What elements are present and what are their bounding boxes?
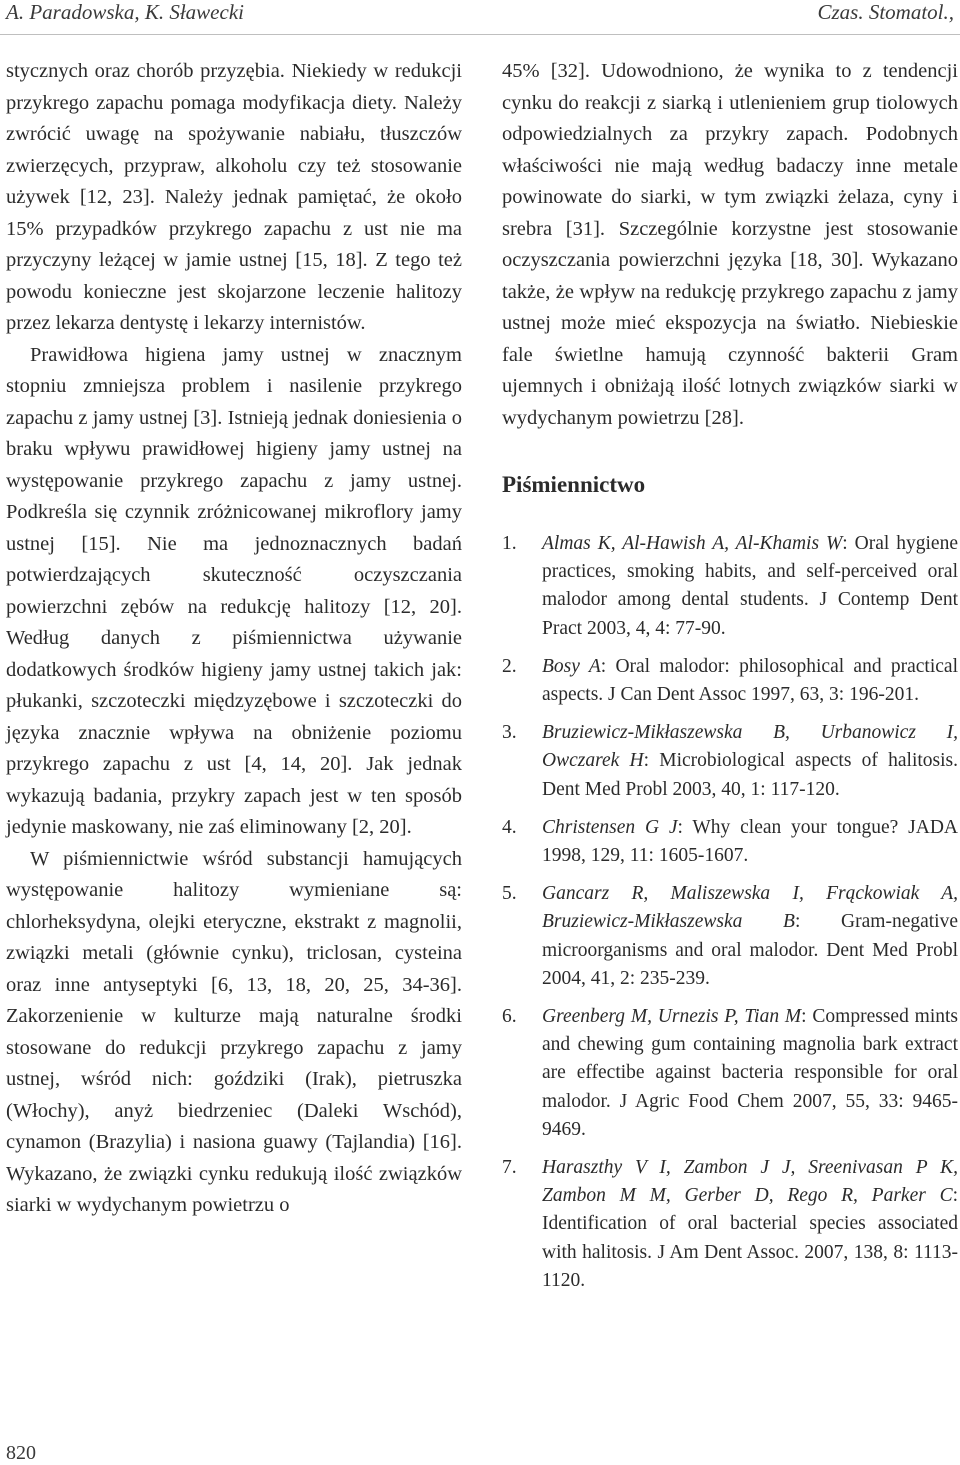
reference-separator: : [952, 1185, 958, 1207]
references-heading: Piśmiennictwo [502, 472, 646, 497]
reference-separator: : [600, 655, 616, 677]
reference-text: Identification of oral bacterial species associated with halitosis. J Am Dent Assoc. 2007, 138, 8: 1113-1120. [542, 1213, 958, 1291]
page-number: 820 [6, 1442, 36, 1464]
header-authors: A. Paradowska, K. Sławecki [6, 0, 244, 24]
reference-number: 2. [502, 655, 517, 677]
running-header [6, 0, 954, 28]
reference-separator: : [801, 1006, 813, 1028]
reference-number: 1. [502, 533, 517, 554]
reference-authors: Greenberg M, Urnezis P, Tian M [542, 1006, 802, 1028]
reference-item [502, 1154, 958, 1295]
reference-number: 4. [502, 816, 517, 838]
reference-number: 6. [502, 1006, 517, 1028]
reference-authors: Bosy A [542, 655, 601, 677]
header-rule [0, 34, 960, 35]
reference-authors: Haraszthy V I, Zambon J J, Sreenivasan P K, Zambon M M, Gerber D, Rego R, Parker C [542, 1157, 958, 1207]
reference-authors: Bruziewicz-Mikłaszewska B, Urbanowicz I, Owczarek H [542, 722, 958, 772]
reference-item [502, 530, 958, 643]
reference-item [502, 653, 958, 709]
header-journal: Czas. Stomatol., [817, 0, 954, 24]
reference-separator: : [842, 533, 855, 554]
reference-text: Gram-negative microorganisms and oral malodor. Dent Med Probl 2004, 41, 2: 235-239. [542, 911, 958, 989]
reference-separator: : [643, 750, 660, 772]
reference-text: Microbiological aspects of halitosis. Dent Med Probl 2003, 40, 1: 117-120. [542, 750, 958, 800]
reference-separator: : [794, 911, 842, 933]
body-paragraph: 45% [32]. Udowodniono, że wynika to z tendencji cynku do reakcji z siarką i utlenieniem grup tiolowych odpowiedzialnych za przykry zapach. Podobnych właściwości nie mają według badaczy inne metale powinowate do siarki, w tym związki żelaza, cyny i srebra [31]. Szczególnie korzystne jest stosowanie oczyszczania powierzchni języka [18, 30]. Wykazano także, że wpływ na redukcję przykrego zapachu z jamy ustnej może mieć ekspozycja na światło. Niebieskie fale świetlne hamują czynność bakterii Gram ujemnych i obniżają ilość lotnych związków siarki w wydychanym powietrzu [28]. [502, 60, 958, 429]
left-column [6, 56, 462, 1222]
reference-authors: Christensen G J [542, 816, 678, 838]
body-paragraph: W piśmiennictwie wśród substancji hamujących występowanie halitozy wymieniane są: chlorheksydyna, olejki eteryczne, ekstrakt z magnolii, związki metali (głównie cynku), triclosan, cysteina oraz inne antyseptyki [6, 13, 18, 20, 25, 34-36]. Zakorzenienie w kulturze mają naturalne środki stosowane do redukcji przykrego zapachu z jamy ustnej, wśród nich: goździki (Irak), pietruszka (Włochy), anyż biedrzeniec (Daleki Wschód), cynamon (Brazylia) i nasiona guawy (Tajlandia) [16]. Wykazano, że związki cynku redukują ilość związków siarki w wydychanym powietrzu o [6, 847, 462, 1216]
reference-item [502, 1003, 958, 1144]
body-paragraph: Prawidłowa higiena jamy ustnej w znacznym stopniu zmniejsza problem i nasilenie przykrego zapachu z jamy ustnej [3]. Istnieją jednak doniesienia o braku wpływu prawidłowej higieny jamy ustnej na występowanie przykrego zapachu z jamy ustnej. Podkreśla się czynnik zróżnicowanej mikroflory jamy ustnej [15]. Nie ma jednoznacznych badań potwierdzających skuteczność oczyszczania powierzchni zębów na redukcję halitozy [12, 20]. Według danych z piśmiennictwa używanie dodatkowych środków higieny jamy ustnej takich jak: płukanki, szczoteczki międzyzębowe i szczoteczki do języka znacznie wpływa na obniżenie poziomu przykrego zapachu z ust [4, 14, 20]. Jak jednak wykazują badania, przykry zapach jest w ten sposób jedynie maskowany, nie zaś eliminowany [2, 20]. [6, 343, 462, 838]
reference-authors: Almas K, Al-Hawish A, Al-Khamis W [542, 533, 843, 554]
body-paragraph: stycznych oraz chorób przyzębia. Niekiedy w redukcji przykrego zapachu pomaga modyfikacja diety. Należy zwrócić uwagę na spożywanie nabiału, tłuszczów zwierzęcych, przypraw, alkoholu czy też stosowanie używek [12, 23]. Należy jednak pamiętać, że około 15% przypadków przykrego zapachu z ust nie ma przyczyny leżącej w jamie ustnej [15, 18]. Z tego też powodu konieczne jest skojarzone leczenie halitozy przez lekarza dentystę i lekarzy internistów. [6, 60, 462, 334]
reference-text: Compressed mints and chewing gum containing magnolia bark extract are effectibe against bacteria responsible for oral malodor. J Agric Food Chem 2007, 55, 33: 9465-9469. [542, 1006, 958, 1140]
reference-number: 7. [502, 1157, 517, 1179]
reference-item [502, 719, 958, 804]
reference-item [502, 880, 958, 993]
right-column [502, 56, 958, 1305]
reference-text: Oral hygiene practices, smoking habits, and self-perceived oral malodor among dental students. J Contemp Dent Pract 2003, 4, 4: 77-90. [542, 533, 958, 639]
reference-number: 3. [502, 722, 517, 744]
reference-text: Oral malodor: philosophical and practical aspects. J Can Dent Assoc 1997, 63, 3: 196-201. [542, 655, 958, 706]
reference-number: 5. [502, 883, 517, 905]
reference-list [502, 530, 958, 1295]
reference-separator: : [677, 816, 693, 838]
reference-text: Why clean your tongue? JADA 1998, 129, 11: 1605-1607. [542, 816, 958, 867]
reference-authors: Gancarz R, Maliszewska I, Frąckowiak A, Bruziewicz-Mikłaszewska B [542, 883, 958, 933]
reference-item [502, 814, 958, 870]
